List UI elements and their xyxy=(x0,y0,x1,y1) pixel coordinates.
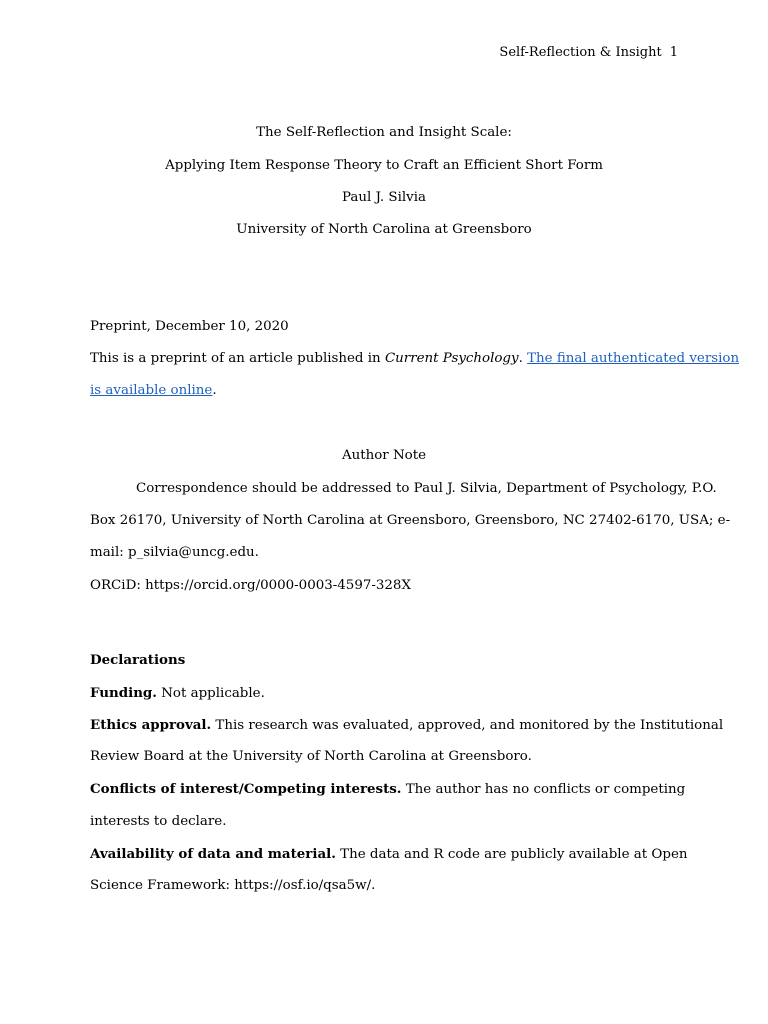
final-version-link-cont[interactable]: is available online xyxy=(90,383,213,398)
preprint-notice-prefix: This is a preprint of an article published in xyxy=(90,351,385,366)
preprint-period: . xyxy=(212,383,217,398)
declarations-heading-text: Declarations xyxy=(90,652,186,668)
running-head-title: Self-Reflection & Insight xyxy=(499,45,662,60)
conflicts-line-1 xyxy=(90,779,685,800)
funding-text: Not applicable. xyxy=(156,686,265,701)
correspondence-line-3: mail: p_silvia@uncg.edu. xyxy=(90,545,259,560)
correspondence-line-1: Correspondence should be addressed to Paul J. Silvia, Department of Psychology, P.O. xyxy=(136,481,717,496)
ethics-text-1: This research was evaluated, approved, and monitored by the Institutional xyxy=(211,718,724,733)
conflicts-line-2: interests to declare. xyxy=(90,814,227,829)
ethics-line-2: Review Board at the University of North Carolina at Greensboro. xyxy=(90,749,532,764)
page-number: 1 xyxy=(669,45,678,60)
ethics-label: Ethics approval. xyxy=(90,717,212,733)
availability-line-2: Science Framework: https://osf.io/qsa5w/. xyxy=(90,878,376,893)
ethics-line-1 xyxy=(90,715,723,736)
preprint-date: Preprint, December 10, 2020 xyxy=(90,319,289,334)
journal-name: Current Psychology xyxy=(384,351,519,366)
author-affiliation: University of North Carolina at Greensboro xyxy=(236,222,532,237)
final-version-link[interactable]: The final authenticated version xyxy=(527,351,740,366)
author-note-heading: Author Note xyxy=(341,448,427,463)
availability-line-1 xyxy=(90,844,688,865)
availability-text-1: The data and R code are publicly available at Open xyxy=(335,847,688,862)
title-line-1: The Self-Reflection and Insight Scale: xyxy=(256,125,512,140)
conflicts-label: Conflicts of interest/Competing interests. xyxy=(90,781,402,797)
preprint-notice xyxy=(90,349,739,369)
funding-line xyxy=(90,683,265,704)
conflicts-text-1: The author has no conflicts or competing xyxy=(401,782,686,797)
running-head xyxy=(499,43,678,63)
preprint-notice-cont xyxy=(90,381,217,401)
correspondence-line-2: Box 26170, University of North Carolina at Greensboro, Greensboro, NC 27402-6170, USA; e- xyxy=(90,513,731,528)
orcid-line: ORCiD: https://orcid.org/0000-0003-4597-328X xyxy=(90,578,411,593)
declarations-heading xyxy=(90,650,185,671)
availability-label: Availability of data and material. xyxy=(90,846,336,862)
funding-label: Funding. xyxy=(90,685,157,701)
title-line-2: Applying Item Response Theory to Craft an Efficient Short Form xyxy=(165,158,603,173)
preprint-notice-sep: . xyxy=(518,351,528,366)
author-name: Paul J. Silvia xyxy=(342,190,426,205)
